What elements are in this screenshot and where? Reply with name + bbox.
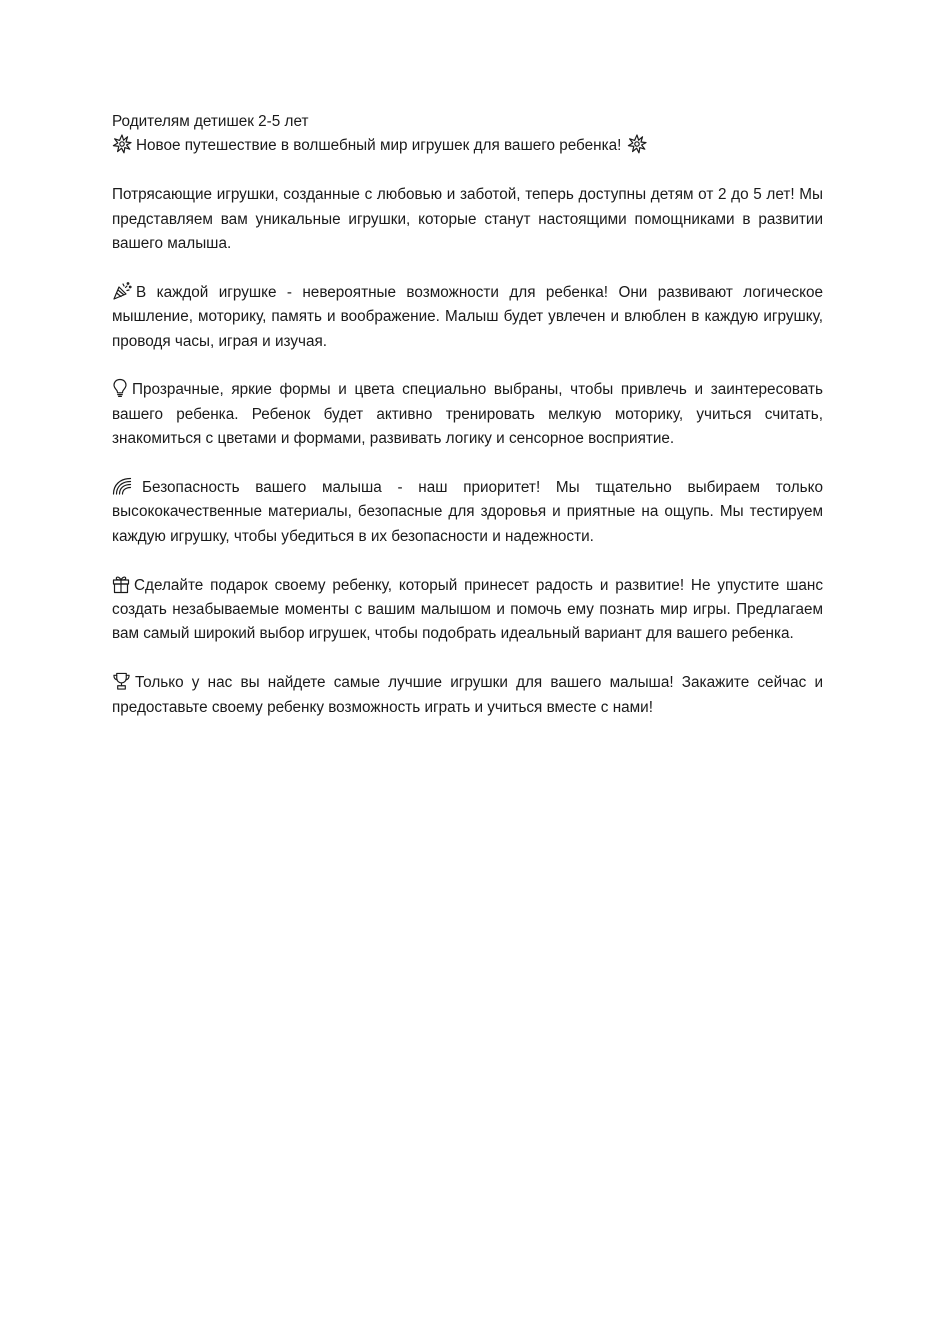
sparkle-icon — [112, 134, 132, 154]
document-subheading-line — [112, 134, 823, 158]
light-bulb-icon — [112, 378, 128, 398]
paragraph-shapes-colors — [112, 378, 823, 451]
paragraph-text: В каждой игрушке - невероятные возможности для ребенка! Они развивают логическое мышление, моторику, память и воображение. Малыш будет увлечен и влюблен в каждую игрушку, проводя часы, играя и изучая. — [112, 283, 823, 350]
document-heading: Родителям детишек 2-5 лет — [112, 113, 309, 130]
document-subheading: Новое путешествие в волшебный мир игрушек для вашего ребенка! — [136, 137, 622, 155]
paragraph-text: Сделайте подарок своему ребенку, который принесет радость и развитие! Не упустите шанс создать незабываемые моменты с вашим малышом и помочь ему познать мир игры. Предлагаем вам самый широкий выбор игрушек, чтобы подобрать идеальный вариант для вашего ребенка. — [112, 576, 823, 643]
paragraph-text: Прозрачные, яркие формы и цвета специально выбраны, чтобы привлечь и заинтересовать вашего ребенка. Ребенок будет активно тренировать мелкую моторику, учиться считать, знакомиться с цветами и формами, развивать логику и сенсорное восприятие. — [112, 381, 823, 448]
paragraph-safety — [112, 476, 823, 549]
paragraph-text: Безопасность вашего малыша - наш приоритет! Мы тщательно выбираем только высококачественные материалы, безопасные для здоровья и приятные на ощупь. Мы тестируем каждую игрушку, чтобы убедиться в их безопасности и надежности. — [112, 479, 823, 545]
trophy-icon — [112, 671, 131, 691]
paragraph-text: Потрясающие игрушки, созданные с любовью и заботой, теперь доступны детям от 2 до 5 лет! Мы представляем вам уникальные игрушки, которые станут настоящими помощниками в развитии вашего малыша. — [112, 186, 823, 253]
paragraph-development — [112, 281, 823, 354]
paragraph-text: Только у нас вы найдете самые лучшие игрушки для вашего малыша! Закажите сейчас и предоставьте своему ребенку возможность играть и учиться вместе с нами! — [112, 674, 823, 716]
paragraph-gift — [112, 574, 823, 647]
sparkle-icon — [627, 134, 647, 154]
document-page — [112, 110, 823, 720]
rainbow-icon — [112, 476, 132, 496]
party-popper-icon — [112, 281, 132, 301]
paragraph-call-to-action — [112, 671, 823, 720]
gift-icon — [112, 574, 130, 594]
paragraph-intro — [112, 183, 823, 256]
